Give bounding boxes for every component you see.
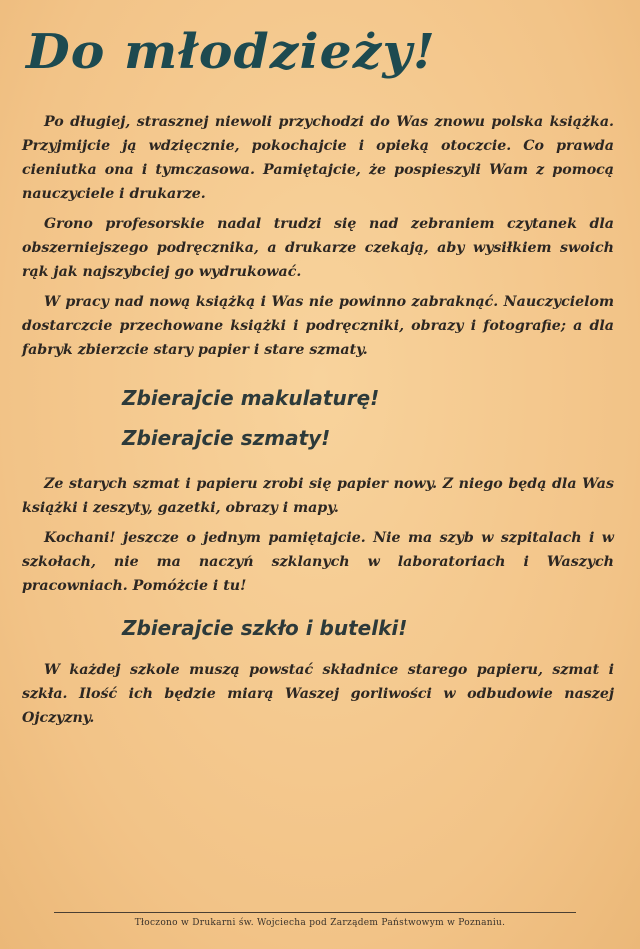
- document-title: Do młodzieży!: [26, 24, 436, 80]
- paragraph-teachers: Grono profesorskie nadal trudzi się nad zebraniem czytanek dla obszerniejszego podręcznika, a drukarze czekają, aby wysiłkiem swoich rąk jak najszybciej go wydrukować.: [22, 216, 614, 280]
- slogan-group-paper: [22, 378, 614, 458]
- paragraph-intro: Po długiej, strasznej niewoli przychodzi do Was znowu polska książka. Przyjmijcie ją wdzięcznie, pokochajcie i opieką otoczcie. Co prawda cieniutka ona i tymczasowa. Pamiętajcie, że pospieszyli Wam z pomocą nauczyciele i drukarze.: [22, 114, 614, 202]
- slogan-group-glass: [22, 608, 614, 648]
- footer-divider: [54, 912, 576, 913]
- paragraph-collection-points: W każdej szkole muszą powstać składnice starego papieru, szmat i szkła. Ilość ich będzie miarą Waszej gorliwości w odbudowie naszej Ojczyzny.: [22, 662, 614, 726]
- paragraph-new-paper: Ze starych szmat i papieru zrobi się papier nowy. Z niego będą dla Was książki i zeszyty, gazetki, obrazy i mapy.: [22, 476, 614, 516]
- slogan-rags: Zbierajcie szmaty!: [122, 426, 331, 450]
- slogan-wastepaper: Zbierajcie makulaturę!: [122, 386, 380, 410]
- paragraph-work: W pracy nad nową książką i Was nie powinno zabraknąć. Nauczycielom dostarczcie przechowane książki i podręczniki, obrazy i fotografie; a dla fabryk zbierzcie stary papier i stare szmaty.: [22, 294, 614, 358]
- slogan-glass-bottles: Zbierajcie szkło i butelki!: [122, 616, 408, 640]
- printer-imprint: Tłoczono w Drukarni św. Wojciecha pod Zarządem Państwowym w Poznaniu.: [134, 918, 506, 928]
- paragraph-glass: Kochani! jeszcze o jednym pamiętajcie. Nie ma szyb w szpitalach i w szkołach, nie ma naczyń szklanych w laboratoriach i Waszych pracowniach. Pomóżcie i tu!: [22, 530, 614, 594]
